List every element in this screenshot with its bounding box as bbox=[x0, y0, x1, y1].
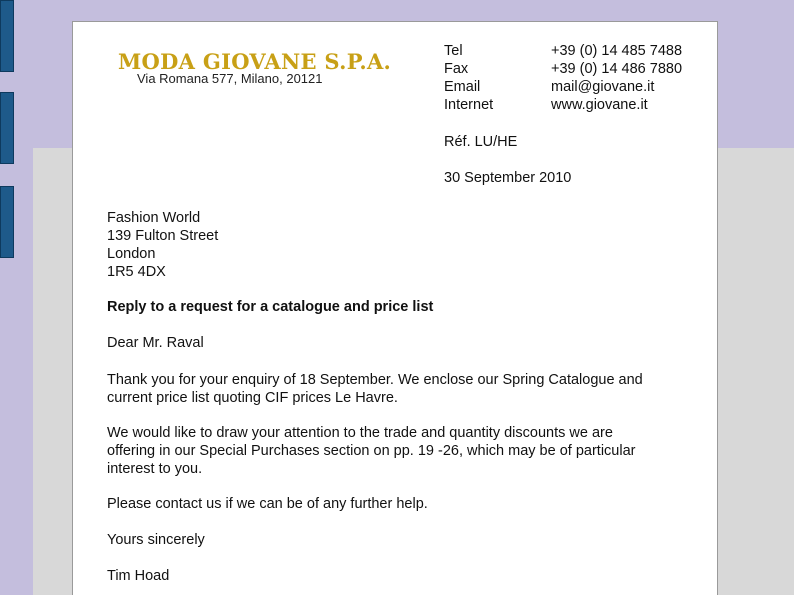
contact-label-internet: Internet bbox=[444, 97, 494, 113]
contact-fax: +39 (0) 14 486 7880 bbox=[551, 61, 683, 77]
paragraph-1 bbox=[107, 371, 643, 407]
contact-label-tel: Tel bbox=[444, 43, 463, 59]
recipient-line: 139 Fulton Street bbox=[107, 228, 219, 244]
reference: Réf. LU/HE bbox=[444, 134, 518, 150]
slide-tab-3[interactable] bbox=[0, 186, 14, 258]
contact-email: mail@giovane.it bbox=[551, 79, 655, 95]
salutation: Dear Mr. Raval bbox=[107, 335, 204, 351]
paragraph-2 bbox=[107, 424, 635, 478]
paragraph-3 bbox=[107, 495, 428, 513]
letter-page bbox=[72, 21, 718, 595]
closing: Yours sincerely bbox=[107, 532, 205, 548]
paragraph-line: current price list quoting CIF prices Le Havre. bbox=[107, 390, 398, 406]
recipient-address bbox=[107, 209, 218, 281]
company-address: Via Romana 577, Milano, 20121 bbox=[137, 71, 323, 86]
paragraph-line: offering in our Special Purchases section on pp. 19 -26, which may be of particular bbox=[107, 443, 636, 459]
company-name: MODA GIOVANE S.P.A. bbox=[118, 49, 392, 74]
signature: Tim Hoad bbox=[107, 568, 170, 584]
slide-tab-1[interactable] bbox=[0, 0, 14, 72]
letter-subject: Reply to a request for a catalogue and price list bbox=[107, 299, 434, 315]
paragraph-line: Please contact us if we can be of any further help. bbox=[107, 496, 428, 512]
contact-labels bbox=[444, 42, 493, 114]
slide-tab-2[interactable] bbox=[0, 92, 14, 164]
contact-website: www.giovane.it bbox=[551, 97, 648, 113]
letter-date: 30 September 2010 bbox=[444, 170, 572, 186]
paragraph-line: Thank you for your enquiry of 18 September. We enclose our Spring Catalogue and bbox=[107, 372, 643, 388]
contact-label-email: Email bbox=[444, 79, 481, 95]
recipient-line: London bbox=[107, 246, 156, 262]
recipient-line: Fashion World bbox=[107, 210, 201, 226]
contact-label-fax: Fax bbox=[444, 61, 469, 77]
contact-values bbox=[551, 42, 682, 114]
paragraph-line: We would like to draw your attention to the trade and quantity discounts we are bbox=[107, 425, 613, 441]
paragraph-line: interest to you. bbox=[107, 461, 203, 477]
contact-tel: +39 (0) 14 485 7488 bbox=[551, 43, 683, 59]
recipient-line: 1R5 4DX bbox=[107, 264, 166, 280]
